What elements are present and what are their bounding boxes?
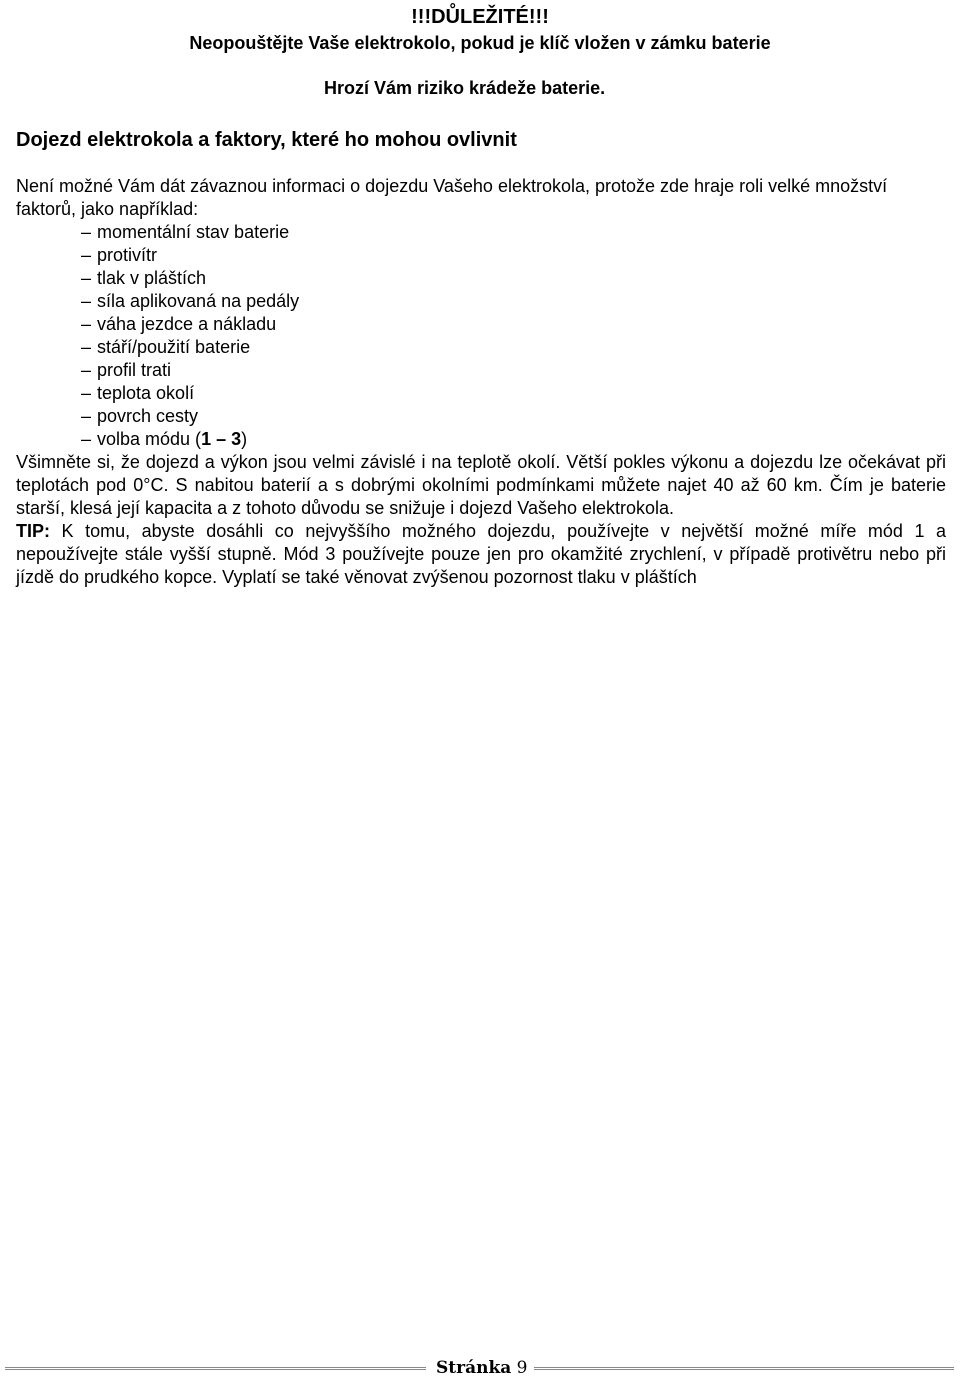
factor-list [16, 221, 946, 451]
section-body [16, 175, 946, 589]
list-item [16, 382, 946, 405]
warning-title: !!!DŮLEŽITÉ!!! [411, 6, 549, 28]
tip-label: TIP: [16, 521, 50, 541]
list-item [16, 336, 946, 359]
list-item-mode [16, 428, 946, 451]
factor-text: tlak v pláštích [97, 268, 207, 288]
factor-text: povrch cesty [97, 406, 199, 426]
list-item [16, 313, 946, 336]
dash-bullet: – [81, 429, 92, 449]
dash-bullet: – [81, 268, 92, 288]
tip-paragraph [16, 520, 946, 589]
dash-bullet: – [81, 291, 92, 311]
footer-rule-right [534, 1367, 954, 1370]
list-item [16, 405, 946, 428]
factor-text: stáří/použití baterie [97, 337, 251, 357]
section-heading: Dojezd elektrokola a faktory, které ho mohou ovlivnit [16, 129, 517, 151]
dash-bullet: – [81, 245, 92, 265]
list-item [16, 359, 946, 382]
list-item [16, 267, 946, 290]
factor-text: momentální stav baterie [97, 222, 290, 242]
dash-bullet: – [81, 314, 92, 334]
page-word: Stránka [436, 1358, 512, 1378]
list-item [16, 244, 946, 267]
intro-paragraph: Není možné Vám dát závaznou informaci o dojezdu Vašeho elektrokola, protože zde hraje roli velké množství faktorů, jako například: [16, 176, 888, 219]
dash-bullet: – [81, 337, 92, 357]
page-number: 9 [516, 1358, 528, 1378]
mode-prefix: volba módu ( [97, 429, 202, 449]
factor-text: profil trati [97, 360, 172, 380]
dash-bullet: – [81, 383, 92, 403]
factor-text: síla aplikovaná na pedály [97, 291, 300, 311]
page-number-label [436, 1356, 528, 1380]
factor-text: protivítr [97, 245, 158, 265]
dash-bullet: – [81, 360, 92, 380]
tip-text: K tomu, abyste dosáhli co nejvyššího možného dojezdu, používejte v největší možné míře mód 1 a nepoužívejte stále vyšší stupně. Mód 3 používejte pouze jen pro okamžité zrychlení, v případě protivětru nebo při jízdě do prudkého kopce. Vyplatí se také věnovat zvýšenou pozornost tlaku v pláštích [16, 521, 946, 587]
mode-suffix: ) [241, 429, 248, 449]
factor-text [81, 429, 247, 449]
warning-line-theft: Hrozí Vám riziko krádeže baterie. [324, 78, 606, 98]
dash-bullet: – [81, 222, 92, 242]
list-item [16, 221, 946, 244]
footer-rule-left [5, 1367, 426, 1370]
factor-text: teplota okolí [97, 383, 195, 403]
warning-line-keys: Neopouštějte Vaše elektrokolo, pokud je klíč vložen v zámku baterie [189, 33, 771, 53]
mode-range: 1 – 3 [201, 429, 242, 449]
factor-text: váha jezdce a nákladu [97, 314, 277, 334]
list-item [16, 290, 946, 313]
temperature-paragraph: Všimněte si, že dojezd a výkon jsou velmi závislé i na teplotě okolí. Větší pokles výkonu a dojezdu lze očekávat při teplotách pod 0°C. S nabitou baterií a s dobrými okolními podmínkami můžete najet 40 až 60 km. Čím je baterie starší, klesá její kapacita a z tohoto důvodu se snižuje i dojezd Vašeho elektrokola. [16, 452, 946, 518]
dash-bullet: – [81, 406, 92, 426]
page-footer [0, 1356, 960, 1380]
